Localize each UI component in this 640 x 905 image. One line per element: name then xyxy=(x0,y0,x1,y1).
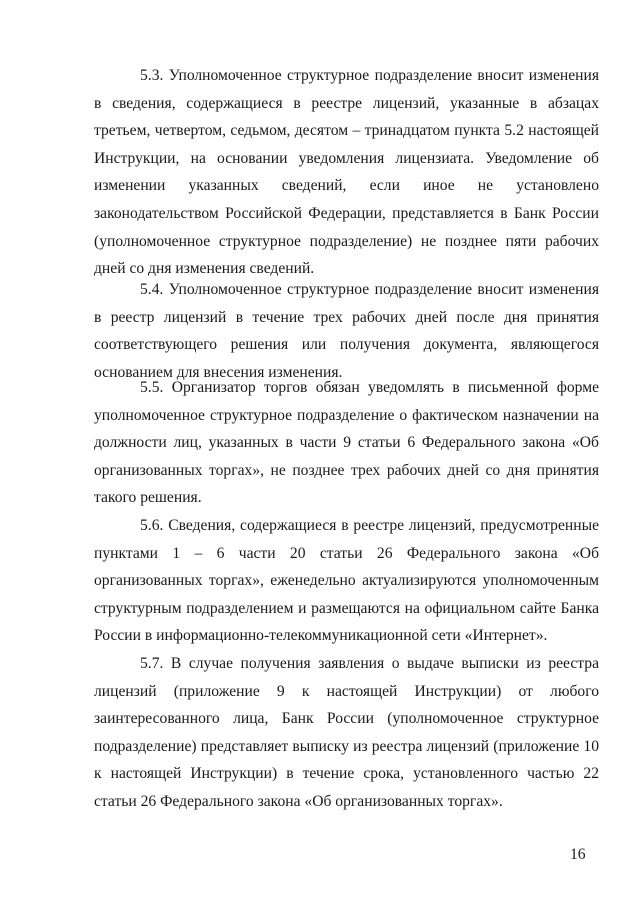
page-number: 16 xyxy=(570,846,586,863)
paragraph-5-7: 5.7. В случае получения заявления о выдаче выписки из реестра лицензий (приложение 9 к настоящей Инструкции) от любого заинтересованного лица, Банк России (уполномоченное структурное подразделение) представляет выписку из реестра лицензий (приложение 10 к настоящей Инструкции) в течение срока, установленного частью 22 статьи 26 Федерального закона «Об организованных торгах». xyxy=(94,655,599,810)
paragraph-5-6: 5.6. Сведения, содержащиеся в реестре лицензий, предусмотренные пунктами 1 – 6 части 20 статьи 26 Федерального закона «Об организованных торгах», еженедельно актуализируются уполномоченным структурным подразделением и размещаются на официальном сайте Банка России в информационно-телекоммуникационной сети «Интернет». xyxy=(94,517,599,645)
paragraph-5-3: 5.3. Уполномоченное структурное подразделение вносит изменения в сведения, содержащиеся в реестре лицензий, указанные в абзацах третьем, четвертом, седьмом, десятом – тринадцатом пункта 5.2 настоящей Инструкции, на основании уведомления лицензиата. Уведомление об изменении указанных сведений, если иное не установлено законодательством Российской Федерации, представляется в Банк России (уполномоченное структурное подразделение) не позднее пяти рабочих дней со дня изменения сведений. xyxy=(94,67,599,278)
paragraph-5-5: 5.5. Организатор торгов обязан уведомлять в письменной форме уполномоченное структурное подразделение о фактическом назначении на должности лиц, указанных в части 9 статьи 6 Федерального закона «Об организованных торгах», не позднее трех рабочих дней со дня принятия такого решения. xyxy=(94,379,599,507)
paragraph-5-4: 5.4. Уполномоченное структурное подразделение вносит изменения в реестр лицензий в течение трех рабочих дней после дня принятия соответствующего решения или получения документа, являющегося основанием для внесения изменения. xyxy=(94,281,599,381)
